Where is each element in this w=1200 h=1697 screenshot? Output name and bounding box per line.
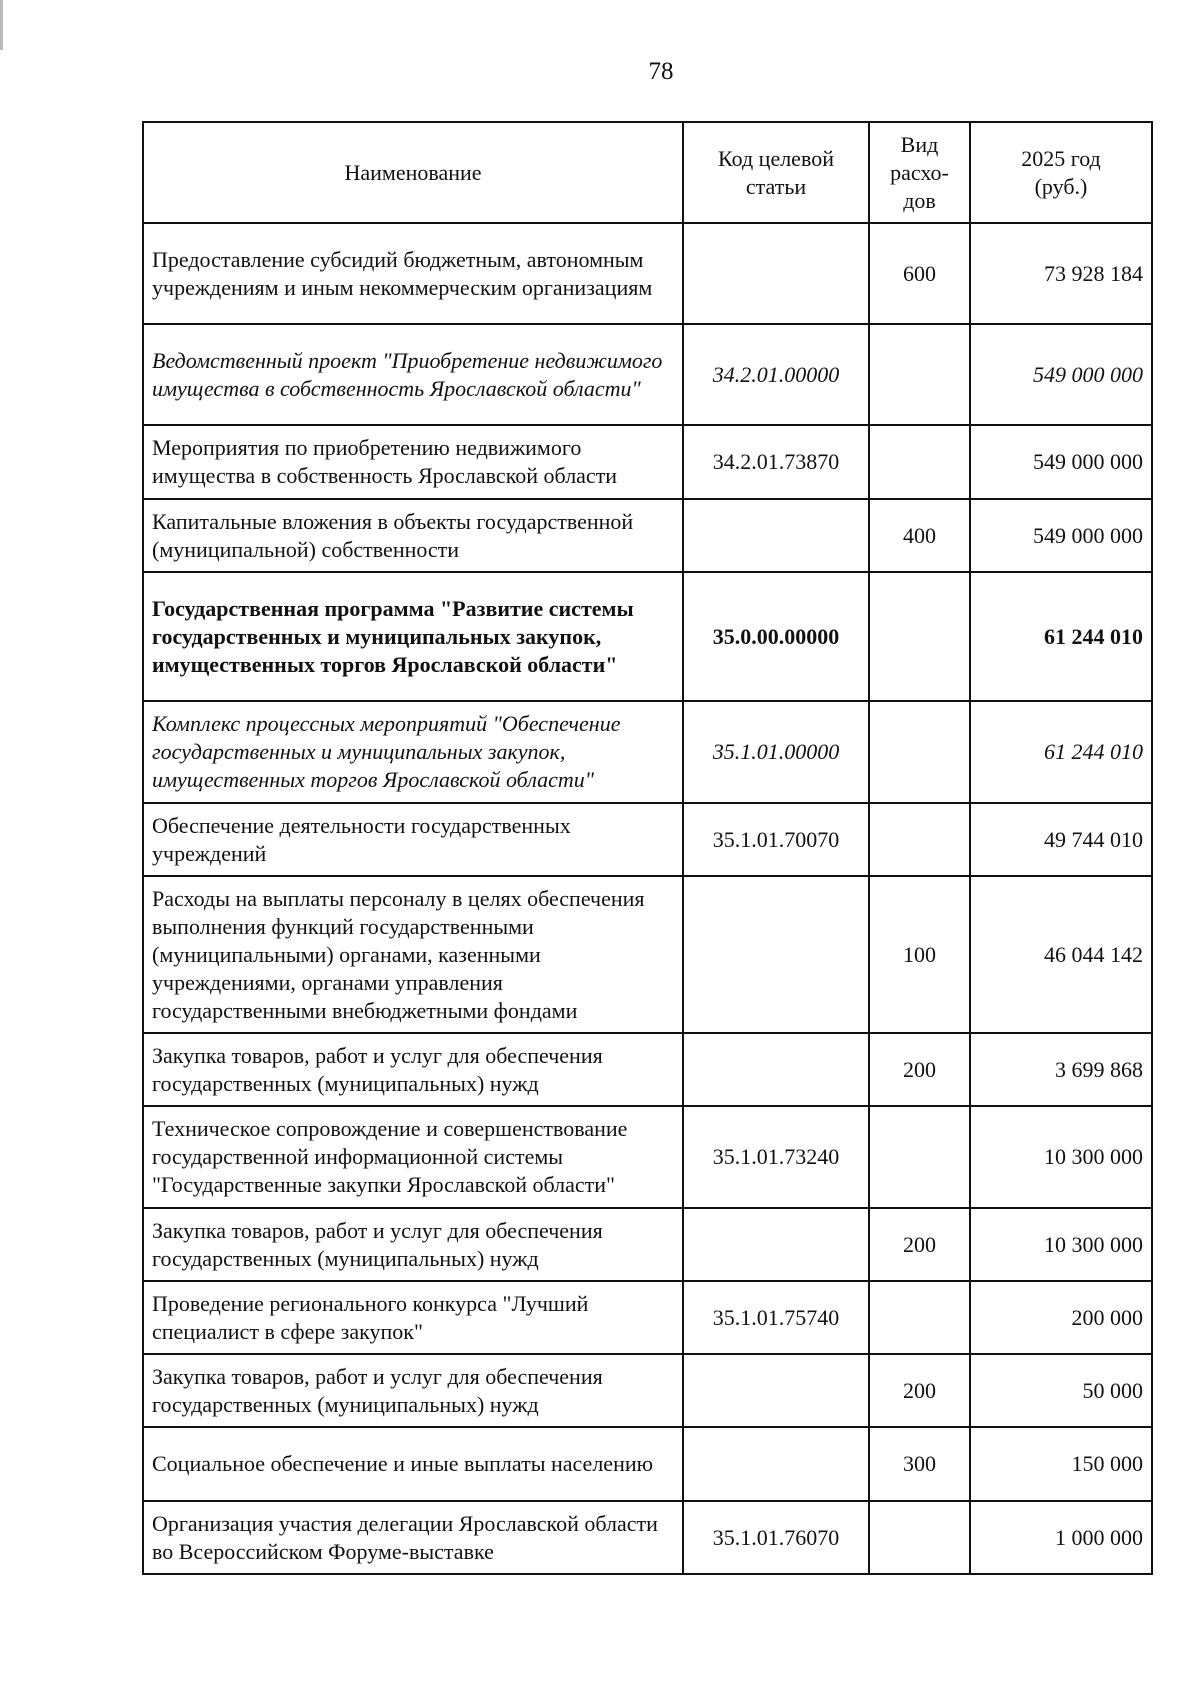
- row-name-cell: Обеспечение деятельности государственных учреждений: [143, 803, 683, 876]
- row-kind-cell: [869, 572, 970, 701]
- row-kind-cell: 200: [869, 1208, 970, 1281]
- row-name-cell: Ведомственный проект "Приобретение недвижимого имущества в собственность Ярославской области": [143, 324, 683, 425]
- row-code-cell: [683, 499, 869, 572]
- table-row: [143, 1281, 1152, 1354]
- table-body: [143, 223, 1152, 1574]
- row-kind-cell: [869, 425, 970, 499]
- row-name-cell: Комплекс процессных мероприятий "Обеспечение государственных и муниципальных закупок, имущественных торгов Ярославской области": [143, 701, 683, 803]
- row-name-cell: Закупка товаров, работ и услуг для обеспечения государственных (муниципальных) нужд: [143, 1208, 683, 1281]
- table-row: [143, 803, 1152, 876]
- table-row: [143, 1354, 1152, 1427]
- row-code-cell: 35.1.01.70070: [683, 803, 869, 876]
- row-code-cell: 35.1.01.00000: [683, 701, 869, 803]
- row-code-cell: [683, 876, 869, 1033]
- row-name-cell: Мероприятия по приобретению недвижимого имущества в собственность Ярославской области: [143, 425, 683, 499]
- row-amount-cell: 549 000 000: [970, 425, 1152, 499]
- row-amount-cell: 549 000 000: [970, 324, 1152, 425]
- row-name-cell: Государственная программа "Развитие системы государственных и муниципальных закупок, имущественных торгов Ярославской области": [143, 572, 683, 701]
- row-amount-cell: 61 244 010: [970, 701, 1152, 803]
- row-name-cell: Проведение регионального конкурса "Лучший специалист в сфере закупок": [143, 1281, 683, 1354]
- row-amount-cell: 1 000 000: [970, 1501, 1152, 1574]
- row-amount-cell: 10 300 000: [970, 1208, 1152, 1281]
- row-amount-cell: 3 699 868: [970, 1033, 1152, 1106]
- table-row: [143, 1427, 1152, 1501]
- row-kind-cell: [869, 803, 970, 876]
- row-amount-cell: 150 000: [970, 1427, 1152, 1501]
- row-kind-cell: [869, 1281, 970, 1354]
- table-row: [143, 499, 1152, 572]
- row-kind-cell: 400: [869, 499, 970, 572]
- row-name-cell: Организация участия делегации Ярославской области во Всероссийском Форуме-выставке: [143, 1501, 683, 1574]
- budget-table: [142, 121, 1153, 1575]
- row-kind-cell: [869, 324, 970, 425]
- page-number: 78: [648, 58, 674, 85]
- row-amount-cell: 46 044 142: [970, 876, 1152, 1033]
- row-amount-cell: 549 000 000: [970, 499, 1152, 572]
- row-amount-cell: 49 744 010: [970, 803, 1152, 876]
- table-row: [143, 1501, 1152, 1574]
- row-kind-cell: [869, 1501, 970, 1574]
- row-kind-cell: 600: [869, 223, 970, 324]
- header-amount: 2025 год (руб.): [970, 122, 1152, 223]
- row-kind-cell: 300: [869, 1427, 970, 1501]
- header-code: Код целевой статьи: [683, 122, 869, 223]
- row-code-cell: [683, 1033, 869, 1106]
- row-name-cell: Предоставление субсидий бюджетным, автономным учреждениям и иным некоммерческим организациям: [143, 223, 683, 324]
- row-code-cell: 34.2.01.00000: [683, 324, 869, 425]
- row-amount-cell: 50 000: [970, 1354, 1152, 1427]
- row-name-cell: Расходы на выплаты персоналу в целях обеспечения выполнения функций государственными (муниципальными) органами, казенными учреждениями, органами управления государственными внебюджетными фондами: [143, 876, 683, 1033]
- row-amount-cell: 61 244 010: [970, 572, 1152, 701]
- row-name-cell: Техническое сопровождение и совершенствование государственной информационной системы "Государственные закупки Ярославской области": [143, 1106, 683, 1208]
- row-code-cell: 35.1.01.75740: [683, 1281, 869, 1354]
- row-kind-cell: 200: [869, 1354, 970, 1427]
- scan-edge-mark: [0, 0, 3, 50]
- row-code-cell: 34.2.01.73870: [683, 425, 869, 499]
- table-header-row: [143, 122, 1152, 223]
- row-code-cell: 35.0.00.00000: [683, 572, 869, 701]
- row-code-cell: 35.1.01.76070: [683, 1501, 869, 1574]
- header-kind: Вид расхо-дов: [869, 122, 970, 223]
- row-kind-cell: [869, 701, 970, 803]
- row-code-cell: 35.1.01.73240: [683, 1106, 869, 1208]
- row-kind-cell: 100: [869, 876, 970, 1033]
- table-row: [143, 425, 1152, 499]
- row-code-cell: [683, 223, 869, 324]
- row-kind-cell: 200: [869, 1033, 970, 1106]
- row-amount-cell: 200 000: [970, 1281, 1152, 1354]
- header-name: Наименование: [143, 122, 683, 223]
- row-name-cell: Капитальные вложения в объекты государственной (муниципальной) собственности: [143, 499, 683, 572]
- row-code-cell: [683, 1427, 869, 1501]
- table-row: [143, 1208, 1152, 1281]
- table-row: [143, 1033, 1152, 1106]
- table-row: [143, 324, 1152, 425]
- row-code-cell: [683, 1208, 869, 1281]
- row-kind-cell: [869, 1106, 970, 1208]
- row-name-cell: Социальное обеспечение и иные выплаты населению: [143, 1427, 683, 1501]
- row-code-cell: [683, 1354, 869, 1427]
- table-row: [143, 572, 1152, 701]
- table-row: [143, 876, 1152, 1033]
- table-row: [143, 223, 1152, 324]
- row-amount-cell: 73 928 184: [970, 223, 1152, 324]
- table-row: [143, 1106, 1152, 1208]
- row-name-cell: Закупка товаров, работ и услуг для обеспечения государственных (муниципальных) нужд: [143, 1033, 683, 1106]
- table-row: [143, 701, 1152, 803]
- row-amount-cell: 10 300 000: [970, 1106, 1152, 1208]
- row-name-cell: Закупка товаров, работ и услуг для обеспечения государственных (муниципальных) нужд: [143, 1354, 683, 1427]
